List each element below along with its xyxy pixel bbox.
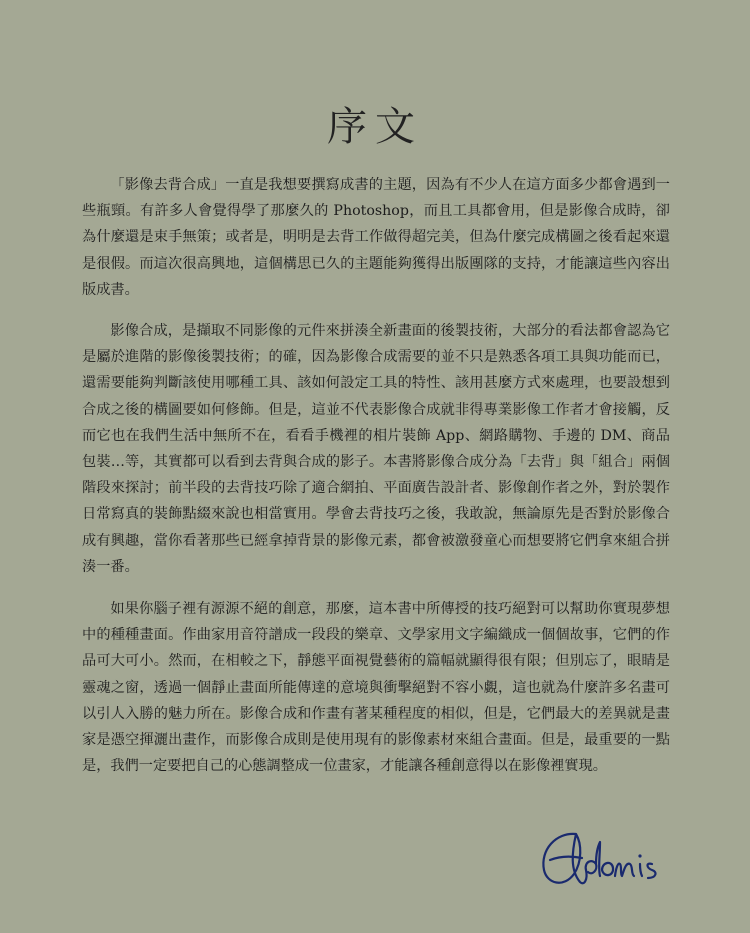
page-title: 序文 [327,104,423,150]
paragraph-text: 「影像去背合成」一直是我想要撰寫成書的主題，因為有不少人在這方面多少都會遇到一些瓶頸。有許多人會覺得學了那麼久的 Photoshop，而且工具都會用，但是影像合成時，卻為什麼還是束手無策；或者是，明明是去背工作做得超完美，但為什麼完成構圖之後看起來還是很假。而這次很高興地，這個構思已久的主題能夠獲得出版團隊的支持，才能讓這些內容出版成書。 [82,177,670,298]
paragraph-3 [82,596,670,779]
signature-graphic [536,826,666,894]
paragraph-2 [82,318,670,580]
paragraph-text: 如果你腦子裡有源源不絕的創意，那麼，這本書中所傳授的技巧絕對可以幫助你實現夢想中的種種畫面。作曲家用音符譜成一段段的樂章、文學家用文字編織成一個個故事，它們的作品可大可小。然而，在相較之下，靜態平面視覺藝術的篇幅就顯得很有限；但別忘了，眼睛是靈魂之窗，透過一個靜止畫面所能傳達的意境與衝擊絕對不容小覷，這也就為什麼許多名畫可以引人入勝的魅力所在。影像合成和作畫有著某種程度的相似，但是，它們最大的差異就是畫家是憑空揮灑出畫作，而影像合成則是使用現有的影像素材來組合畫面。但是，最重要的一點是，我們一定要把自己的心態調整成一位畫家，才能讓各種創意得以在影像裡實現。 [82,601,670,775]
paragraph-1 [82,172,670,303]
author-signature [536,826,666,894]
paragraph-text: 影像合成，是擷取不同影像的元件來拼湊全新畫面的後製技術，大部分的看法都會認為它是屬於進階的影像後製技術；的確，因為影像合成需要的並不只是熟悉各項工具與功能而已，還需要能夠判斷該使用哪種工具、該如何設定工具的特性、該用甚麼方式來處理，也要設想到合成之後的構圖要如何修飾。但是，這並不代表影像合成就非得專業影像工作者才會接觸，反而它也在我們生活中無所不在，看看手機裡的相片裝飾 App、網路購物、手邊的 DM、商品包裝…等，其實都可以看到去背與合成的影子。本書將影像合成分為「去背」與「組合」兩個階段來探討；前半段的去背技巧除了適合網拍、平面廣告設計者、影像創作者之外，對於製作日常寫真的裝飾點綴來說也相當實用。學會去背技巧之後，我敢說，無論原先是否對於影像合成有興趣，當你看著那些已經拿掉背景的影像元素，都會被激發童心而想要將它們拿來組合拼湊一番。 [82,323,670,575]
